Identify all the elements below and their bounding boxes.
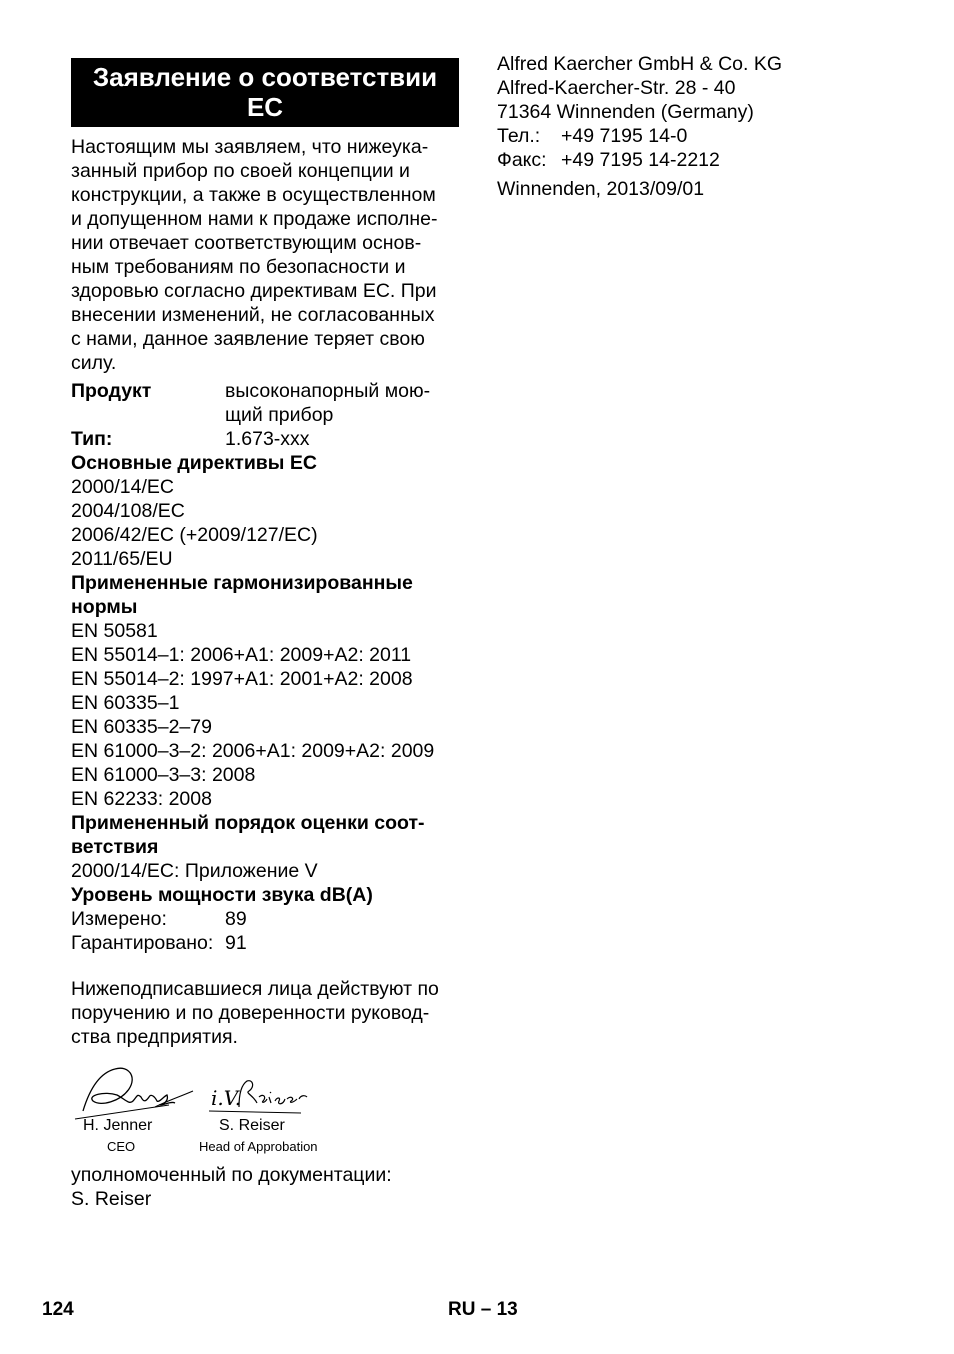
directive-item: 2000/14/EC	[71, 476, 174, 498]
right-column	[497, 52, 897, 201]
sound-guaranteed-row	[71, 931, 459, 955]
sound-measured-row	[71, 907, 459, 931]
section-label: RU – 13	[448, 1299, 518, 1320]
page-title: Заявление о соответствии ЕС	[71, 58, 459, 127]
sound-guaranteed-value: 91	[225, 932, 247, 954]
sound-heading: Уровень мощности звука dB(A)	[71, 884, 373, 906]
standard-item: EN 61000–3–3: 2008	[71, 764, 256, 786]
product-label: Продукт	[71, 380, 152, 402]
directive-item: 2011/65/EU	[71, 548, 173, 570]
intro-line: и допущенном нами к продаже исполне-	[71, 208, 438, 230]
signature-block	[71, 1061, 459, 1153]
standard-item: EN 55014–2: 1997+A1: 2001+A2: 2008	[71, 668, 413, 690]
signatories-line: Нижеподписавшиеся лица действуют по	[71, 978, 439, 1000]
intro-line: внесении изменений, не согласованных	[71, 304, 435, 326]
signer-role: CEO	[107, 1139, 136, 1154]
intro-line: занный прибор по своей концепции и	[71, 160, 410, 182]
fax-value: +49 7195 14-2212	[561, 149, 720, 171]
intro-line: Настоящим мы заявляем, что нижеука-	[71, 136, 429, 158]
signature-reiser-image	[209, 1075, 319, 1119]
standard-item: EN 62233: 2008	[71, 788, 212, 810]
sound-guaranteed-label: Гарантировано:	[71, 932, 214, 954]
standard-item: EN 60335–2–79	[71, 716, 212, 738]
product-value-line: высоконапорный мою-	[225, 380, 431, 402]
directive-item: 2006/42/EC (+2009/127/EC)	[71, 524, 318, 546]
standards-heading-cont: нормы	[71, 596, 138, 618]
signatories-paragraph	[71, 977, 459, 1049]
documentation-name: S. Reiser	[71, 1188, 152, 1210]
standards-heading: Примененные гармонизированные	[71, 572, 413, 594]
intro-line: здоровью согласно директивам ЕС. При	[71, 280, 437, 302]
product-value-line: щий прибор	[225, 404, 334, 426]
fax-row	[497, 148, 897, 172]
documentation-label: уполномоченный по документации:	[71, 1164, 392, 1186]
signer-role: Head of Approbation	[199, 1139, 318, 1154]
intro-line: нии отвечает соответствующим основ-	[71, 232, 422, 254]
directive-item: 2004/108/EC	[71, 500, 185, 522]
type-row	[71, 427, 459, 451]
intro-line: силу.	[71, 352, 117, 374]
signature-reiser-prefix: i.V.	[211, 1086, 242, 1110]
page-number: 124	[42, 1299, 74, 1320]
company-name: Alfred Kaercher GmbH & Co. KG	[497, 53, 783, 75]
phone-value: +49 7195 14-0	[561, 125, 688, 147]
company-street: Alfred-Kaercher-Str. 28 - 40	[497, 77, 736, 99]
product-row	[71, 379, 459, 427]
place-date: Winnenden, 2013/09/01	[497, 178, 705, 200]
standard-item: EN 50581	[71, 620, 158, 642]
intro-paragraph	[71, 135, 459, 375]
type-value: 1.673-xxx	[225, 428, 310, 450]
standard-item: EN 55014–1: 2006+A1: 2009+A2: 2011	[71, 644, 412, 666]
signer-name: H. Jenner	[83, 1117, 153, 1134]
intro-line: конструкции, а также в осуществленном	[71, 184, 436, 206]
type-label: Тип:	[71, 428, 113, 450]
signatories-line: ства предприятия.	[71, 1026, 238, 1048]
company-city: 71364 Winnenden (Germany)	[497, 101, 754, 123]
left-column	[71, 58, 459, 1211]
intro-line: с нами, данное заявление теряет свою	[71, 328, 425, 350]
phone-label: Тел.:	[497, 125, 541, 147]
sound-measured-value: 89	[225, 908, 247, 930]
sound-measured-label: Измерено:	[71, 908, 167, 930]
phone-row	[497, 124, 897, 148]
directives-heading: Основные директивы ЕС	[71, 452, 317, 474]
conformity-heading-cont: ветствия	[71, 836, 159, 858]
signer-name: S. Reiser	[219, 1117, 285, 1134]
fax-label: Факс:	[497, 149, 547, 171]
intro-line: ным требованиям по безопасности и	[71, 256, 406, 278]
standard-item: EN 60335–1	[71, 692, 180, 714]
conformity-value: 2000/14/EC: Приложение V	[71, 860, 318, 882]
signatories-line: поручению и по доверенности руковод-	[71, 1002, 430, 1024]
conformity-heading: Примененный порядок оценки соот-	[71, 812, 425, 834]
product-value	[225, 379, 430, 427]
standard-item: EN 61000–3–2: 2006+A1: 2009+A2: 2009	[71, 740, 435, 762]
